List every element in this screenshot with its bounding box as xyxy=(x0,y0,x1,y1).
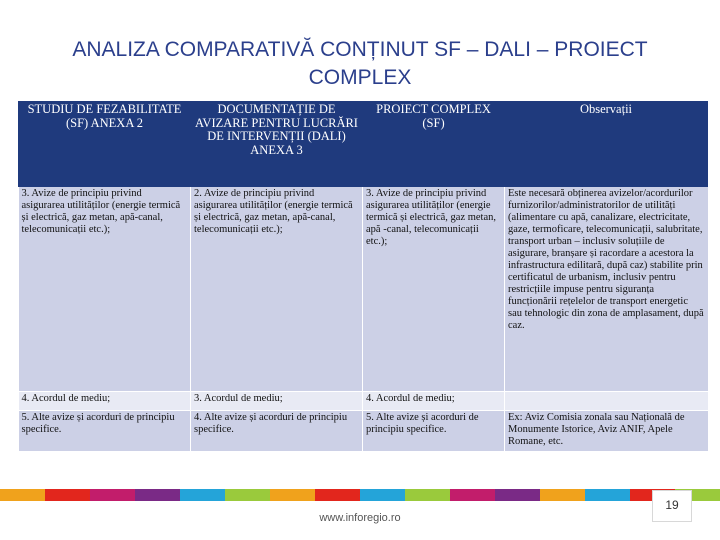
table-cell: 5. Alte avize și acorduri de principiu specifice. xyxy=(19,411,191,452)
header-sf: STUDIU DE FEZABILITATE (SF) ANEXA 2 xyxy=(19,102,191,187)
comparison-table xyxy=(18,101,708,451)
footer-bar-segment xyxy=(405,489,451,501)
table-cell: 4. Acordul de mediu; xyxy=(363,392,505,411)
slide-title: ANALIZA COMPARATIVĂ CONȚINUT SF – DALI – PROIECT COMPLEX xyxy=(72,38,648,89)
table-cell: 2. Avize de principiu privind asigurarea utilităților (energie termică și electrică, gaz metan, apă-canal, telecomunicații etc.); xyxy=(191,187,363,392)
table-row xyxy=(19,411,708,452)
footer-bar-segment xyxy=(270,489,316,501)
table-row xyxy=(19,187,708,392)
table-cell: Ex: Aviz Comisia zonala sau Națională de Monumente Istorice, Aviz ANIF, Apele Romane, etc. xyxy=(505,411,708,452)
footer-bar-segment xyxy=(450,489,496,501)
footer-bar-segment xyxy=(360,489,406,501)
footer-bar-segment xyxy=(135,489,181,501)
footer-color-bar xyxy=(0,489,720,501)
footer-bar-segment xyxy=(585,489,631,501)
footer-bar-segment xyxy=(0,489,46,501)
table-cell: 3. Avize de principiu privind asigurarea utilităților (energie termică și electrică, gaz metan, apă -canal, telecomunicații etc.); xyxy=(363,187,505,392)
table-cell xyxy=(505,392,708,411)
footer-url[interactable]: www.inforegio.ro xyxy=(319,512,401,524)
page-number: 19 xyxy=(652,490,692,522)
table-cell: 4. Acordul de mediu; xyxy=(19,392,191,411)
table-cell: 5. Alte avize și acorduri de principiu specifice. xyxy=(363,411,505,452)
footer-bar-segment xyxy=(315,489,361,501)
table-row xyxy=(19,392,708,411)
table-cell: Este necesară obținerea avizelor/acordurilor furnizorilor/administratorilor de utilități (alimentare cu apă, canalizare, electricitate, gaze, termoficare, telecomunicații, salubritate, transport urban – inclusiv soluțiile de asigurare, branșare și racordare a acestora la infrastructura edilitară, după caz) stabilite prin certificatul de urbanism, inclusiv pentru restricțiile impuse pentru siguranța funcționării rețelelor de transport energetic sau tehnologic din zona de amplasament, după caz. xyxy=(505,187,708,392)
table-cell: 3. Avize de principiu privind asigurarea utilităților (energie termică și electrică, gaz metan, apă-canal, telecomunicații etc.); xyxy=(19,187,191,392)
footer-bar-segment xyxy=(90,489,136,501)
header-proiect-complex: PROIECT COMPLEX (SF) xyxy=(363,102,505,187)
header-dali: DOCUMENTAȚIE DE AVIZARE PENTRU LUCRĂRI DE INTERVENȚII (DALI) ANEXA 3 xyxy=(191,102,363,187)
footer-bar-segment xyxy=(495,489,541,501)
table-cell: 4. Alte avize și acorduri de principiu specifice. xyxy=(191,411,363,452)
footer-bar-segment xyxy=(45,489,91,501)
footer-bar-segment xyxy=(225,489,271,501)
table-header-row xyxy=(19,102,708,187)
footer-bar-segment xyxy=(540,489,586,501)
header-observatii: Observații xyxy=(505,102,708,187)
table-cell: 3. Acordul de mediu; xyxy=(191,392,363,411)
footer-bar-segment xyxy=(180,489,226,501)
